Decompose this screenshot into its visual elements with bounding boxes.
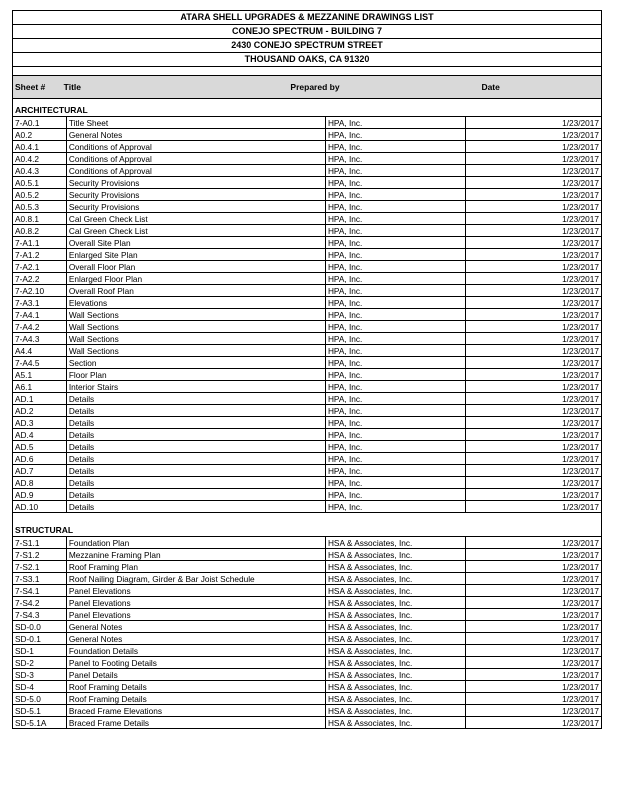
cell-prepared-by: HPA, Inc. — [327, 274, 363, 284]
table-row — [12, 477, 602, 489]
cell-prepared-by: HPA, Inc. — [327, 418, 363, 428]
cell-sheet-number: 7-S1.2 — [13, 549, 67, 560]
cell-sheet-number: SD-3 — [13, 669, 67, 680]
cell-sheet-number: A4.4 — [13, 345, 67, 356]
cell-sheet-number: SD-0.1 — [13, 633, 67, 644]
cell-title: Details — [67, 477, 326, 488]
cell-title: General Notes — [67, 129, 326, 140]
project-name: CONEJO SPECTRUM - BUILDING 7 — [12, 24, 602, 38]
cell-date: 1/23/2017 — [465, 477, 601, 488]
cell-prepared-by: HSA & Associates, Inc. — [327, 670, 413, 680]
table-row — [12, 669, 602, 681]
cell-prepared-by: HSA & Associates, Inc. — [327, 682, 413, 692]
cell-prepared-by: HPA, Inc. — [327, 430, 363, 440]
cell-sheet-number: 7-A4.1 — [13, 309, 67, 320]
cell-sheet-number: 7-A0.1 — [13, 117, 67, 128]
table-row — [12, 261, 602, 273]
table-row — [12, 621, 602, 633]
cell-sheet-number: 7-A4.5 — [13, 357, 67, 368]
table-row — [12, 249, 602, 261]
cell-date: 1/23/2017 — [465, 117, 601, 128]
cell-date: 1/23/2017 — [465, 381, 601, 392]
cell-date: 1/23/2017 — [465, 537, 601, 548]
table-row — [12, 153, 602, 165]
cell-date: 1/23/2017 — [465, 453, 601, 464]
cell-sheet-number: 7-S4.2 — [13, 597, 67, 608]
cell-sheet-number: AD.8 — [13, 477, 67, 488]
cell-date: 1/23/2017 — [465, 609, 601, 620]
cell-prepared-by: HSA & Associates, Inc. — [327, 574, 413, 584]
cell-date: 1/23/2017 — [465, 597, 601, 608]
table-row — [12, 441, 602, 453]
cell-sheet-number: 7-A4.3 — [13, 333, 67, 344]
cell-prepared-by: HSA & Associates, Inc. — [327, 598, 413, 608]
cell-title: Details — [67, 453, 326, 464]
cell-date: 1/23/2017 — [465, 429, 601, 440]
cell-prepared-by: HPA, Inc. — [327, 118, 363, 128]
cell-prepared-by: HPA, Inc. — [327, 226, 363, 236]
cell-date: 1/23/2017 — [465, 237, 601, 248]
table-row — [12, 177, 602, 189]
cell-prepared-by: HPA, Inc. — [327, 262, 363, 272]
table-row — [12, 549, 602, 561]
cell-sheet-number: A6.1 — [13, 381, 67, 392]
cell-title: Panel Elevations — [67, 585, 326, 596]
cell-title: Details — [67, 441, 326, 452]
cell-sheet-number: 7-A2.2 — [13, 273, 67, 284]
cell-prepared-by: HPA, Inc. — [327, 166, 363, 176]
cell-title: Panel Elevations — [67, 597, 326, 608]
cell-title: Details — [67, 489, 326, 500]
cell-prepared-by: HSA & Associates, Inc. — [327, 562, 413, 572]
table-row — [12, 309, 602, 321]
cell-title: Foundation Details — [67, 645, 326, 656]
cell-prepared-by: HPA, Inc. — [327, 286, 363, 296]
cell-prepared-by: HPA, Inc. — [327, 454, 363, 464]
cell-prepared-by: HPA, Inc. — [327, 382, 363, 392]
cell-sheet-number: A0.4.2 — [13, 153, 67, 164]
cell-sheet-number: 7-S4.3 — [13, 609, 67, 620]
cell-date: 1/23/2017 — [465, 717, 601, 728]
cell-prepared-by: HPA, Inc. — [327, 190, 363, 200]
cell-date: 1/23/2017 — [465, 489, 601, 500]
cell-title: Braced Frame Details — [67, 717, 326, 728]
cell-date: 1/23/2017 — [465, 681, 601, 692]
document-title: ATARA SHELL UPGRADES & MEZZANINE DRAWINGS LIST — [12, 10, 602, 24]
table-row — [12, 285, 602, 297]
cell-sheet-number: 7-A1.1 — [13, 237, 67, 248]
cell-title: Conditions of Approval — [67, 153, 326, 164]
cell-title: Wall Sections — [67, 321, 326, 332]
table-row — [12, 381, 602, 393]
cell-title: Wall Sections — [67, 333, 326, 344]
cell-title: Title Sheet — [67, 117, 326, 128]
cell-date: 1/23/2017 — [465, 357, 601, 368]
table-row — [12, 465, 602, 477]
cell-date: 1/23/2017 — [465, 669, 601, 680]
table-row — [12, 357, 602, 369]
cell-date: 1/23/2017 — [465, 405, 601, 416]
cell-sheet-number: SD-5.0 — [13, 693, 67, 704]
cell-sheet-number: SD-4 — [13, 681, 67, 692]
cell-title: Security Provisions — [67, 189, 326, 200]
column-header-sheet: Sheet # — [15, 82, 46, 92]
cell-prepared-by: HPA, Inc. — [327, 142, 363, 152]
cell-prepared-by: HPA, Inc. — [327, 490, 363, 500]
cell-date: 1/23/2017 — [465, 201, 601, 212]
table-row — [12, 501, 602, 513]
column-header-date: Date — [481, 82, 500, 92]
table-row — [12, 129, 602, 141]
cell-title: Details — [67, 501, 326, 512]
cell-prepared-by: HSA & Associates, Inc. — [327, 706, 413, 716]
table-row — [12, 201, 602, 213]
cell-prepared-by: HPA, Inc. — [327, 346, 363, 356]
table-row — [12, 561, 602, 573]
cell-date: 1/23/2017 — [465, 585, 601, 596]
cell-date: 1/23/2017 — [465, 345, 601, 356]
cell-title: Overall Roof Plan — [67, 285, 326, 296]
table-row — [12, 141, 602, 153]
cell-prepared-by: HPA, Inc. — [327, 178, 363, 188]
table-row — [12, 321, 602, 333]
cell-title: Roof Framing Plan — [67, 561, 326, 572]
cell-date: 1/23/2017 — [465, 261, 601, 272]
cell-prepared-by: HSA & Associates, Inc. — [327, 550, 413, 560]
cell-prepared-by: HPA, Inc. — [327, 214, 363, 224]
drawings-list-sheet — [12, 10, 602, 729]
table-row — [12, 333, 602, 345]
cell-date: 1/23/2017 — [465, 333, 601, 344]
cell-title: Wall Sections — [67, 345, 326, 356]
table-row — [12, 225, 602, 237]
project-city: THOUSAND OAKS, CA 91320 — [12, 52, 602, 67]
cell-sheet-number: A0.5.2 — [13, 189, 67, 200]
cell-prepared-by: HPA, Inc. — [327, 478, 363, 488]
cell-sheet-number: A0.8.2 — [13, 225, 67, 236]
cell-title: Elevations — [67, 297, 326, 308]
cell-date: 1/23/2017 — [465, 573, 601, 584]
cell-prepared-by: HPA, Inc. — [327, 310, 363, 320]
cell-title: General Notes — [67, 633, 326, 644]
column-header-prepared-by: Prepared by — [290, 82, 340, 92]
cell-prepared-by: HPA, Inc. — [327, 442, 363, 452]
cell-prepared-by: HPA, Inc. — [327, 238, 363, 248]
cell-sheet-number: 7-A2.1 — [13, 261, 67, 272]
section-header: STRUCTURAL — [12, 525, 602, 537]
cell-date: 1/23/2017 — [465, 393, 601, 404]
cell-date: 1/23/2017 — [465, 297, 601, 308]
cell-title: Conditions of Approval — [67, 165, 326, 176]
cell-sheet-number: SD-1 — [13, 645, 67, 656]
cell-sheet-number: 7-A3.1 — [13, 297, 67, 308]
cell-prepared-by: HSA & Associates, Inc. — [327, 622, 413, 632]
cell-prepared-by: HSA & Associates, Inc. — [327, 538, 413, 548]
cell-date: 1/23/2017 — [465, 369, 601, 380]
cell-date: 1/23/2017 — [465, 645, 601, 656]
cell-title: Details — [67, 429, 326, 440]
table-row — [12, 393, 602, 405]
table-row — [12, 165, 602, 177]
cell-title: Overall Floor Plan — [67, 261, 326, 272]
section-header: ARCHITECTURAL — [12, 105, 602, 117]
column-header-title: Title — [63, 82, 81, 92]
table-row — [12, 237, 602, 249]
cell-prepared-by: HPA, Inc. — [327, 130, 363, 140]
cell-prepared-by: HPA, Inc. — [327, 202, 363, 212]
cell-sheet-number: SD-5.1 — [13, 705, 67, 716]
table-row — [12, 645, 602, 657]
section-gap — [12, 513, 602, 525]
cell-sheet-number: SD-0.0 — [13, 621, 67, 632]
cell-date: 1/23/2017 — [465, 249, 601, 260]
cell-prepared-by: HPA, Inc. — [327, 406, 363, 416]
table-row — [12, 681, 602, 693]
cell-prepared-by: HSA & Associates, Inc. — [327, 646, 413, 656]
cell-title: Panel Elevations — [67, 609, 326, 620]
cell-sheet-number: 7-S2.1 — [13, 561, 67, 572]
cell-sheet-number: 7-S1.1 — [13, 537, 67, 548]
cell-prepared-by: HSA & Associates, Inc. — [327, 634, 413, 644]
cell-date: 1/23/2017 — [465, 657, 601, 668]
cell-prepared-by: HSA & Associates, Inc. — [327, 586, 413, 596]
cell-sheet-number: A0.5.3 — [13, 201, 67, 212]
table-row — [12, 717, 602, 729]
cell-prepared-by: HSA & Associates, Inc. — [327, 718, 413, 728]
cell-date: 1/23/2017 — [465, 501, 601, 512]
cell-title: Details — [67, 465, 326, 476]
cell-title: Cal Green Check List — [67, 225, 326, 236]
cell-date: 1/23/2017 — [465, 141, 601, 152]
cell-sheet-number: AD.10 — [13, 501, 67, 512]
cell-title: Mezzanine Framing Plan — [67, 549, 326, 560]
table-row — [12, 597, 602, 609]
cell-sheet-number: SD-5.1A — [13, 717, 67, 728]
cell-sheet-number: A5.1 — [13, 369, 67, 380]
table-row — [12, 417, 602, 429]
column-header-row — [12, 75, 602, 99]
cell-date: 1/23/2017 — [465, 465, 601, 476]
cell-prepared-by: HPA, Inc. — [327, 358, 363, 368]
cell-sheet-number: 7-S4.1 — [13, 585, 67, 596]
cell-prepared-by: HPA, Inc. — [327, 466, 363, 476]
cell-sheet-number: AD.1 — [13, 393, 67, 404]
cell-sheet-number: 7-A1.2 — [13, 249, 67, 260]
cell-sheet-number: AD.7 — [13, 465, 67, 476]
cell-title: Details — [67, 417, 326, 428]
cell-sheet-number: SD-2 — [13, 657, 67, 668]
cell-sheet-number: A0.4.1 — [13, 141, 67, 152]
header-gap — [12, 67, 602, 75]
cell-title: Conditions of Approval — [67, 141, 326, 152]
cell-date: 1/23/2017 — [465, 165, 601, 176]
cell-date: 1/23/2017 — [465, 177, 601, 188]
cell-sheet-number: AD.4 — [13, 429, 67, 440]
table-row — [12, 453, 602, 465]
table-row — [12, 585, 602, 597]
cell-sheet-number: 7-A4.2 — [13, 321, 67, 332]
table-row — [12, 609, 602, 621]
cell-title: Details — [67, 405, 326, 416]
cell-title: Overall Site Plan — [67, 237, 326, 248]
cell-sheet-number: A0.2 — [13, 129, 67, 140]
cell-title: Details — [67, 393, 326, 404]
cell-prepared-by: HPA, Inc. — [327, 370, 363, 380]
cell-prepared-by: HPA, Inc. — [327, 250, 363, 260]
cell-title: Foundation Plan — [67, 537, 326, 548]
cell-date: 1/23/2017 — [465, 549, 601, 560]
cell-date: 1/23/2017 — [465, 225, 601, 236]
cell-date: 1/23/2017 — [465, 309, 601, 320]
cell-sheet-number: A0.8.1 — [13, 213, 67, 224]
cell-title: Security Provisions — [67, 177, 326, 188]
cell-date: 1/23/2017 — [465, 189, 601, 200]
cell-title: Roof Framing Details — [67, 693, 326, 704]
cell-sheet-number: 7-S3.1 — [13, 573, 67, 584]
cell-date: 1/23/2017 — [465, 285, 601, 296]
cell-sheet-number: A0.5.1 — [13, 177, 67, 188]
cell-date: 1/23/2017 — [465, 621, 601, 632]
cell-title: Braced Frame Elevations — [67, 705, 326, 716]
cell-sheet-number: AD.2 — [13, 405, 67, 416]
cell-sheet-number: A0.4.3 — [13, 165, 67, 176]
cell-prepared-by: HSA & Associates, Inc. — [327, 658, 413, 668]
cell-date: 1/23/2017 — [465, 321, 601, 332]
table-row — [12, 633, 602, 645]
cell-title: General Notes — [67, 621, 326, 632]
table-row — [12, 345, 602, 357]
drawings-table-body — [12, 99, 602, 729]
cell-title: Panel Details — [67, 669, 326, 680]
cell-title: Enlarged Site Plan — [67, 249, 326, 260]
table-row — [12, 189, 602, 201]
table-row — [12, 273, 602, 285]
cell-date: 1/23/2017 — [465, 273, 601, 284]
project-street: 2430 CONEJO SPECTRUM STREET — [12, 38, 602, 52]
cell-date: 1/23/2017 — [465, 693, 601, 704]
cell-title: Enlarged Floor Plan — [67, 273, 326, 284]
cell-date: 1/23/2017 — [465, 417, 601, 428]
cell-prepared-by: HPA, Inc. — [327, 322, 363, 332]
cell-prepared-by: HPA, Inc. — [327, 502, 363, 512]
cell-date: 1/23/2017 — [465, 705, 601, 716]
table-row — [12, 573, 602, 585]
cell-prepared-by: HPA, Inc. — [327, 154, 363, 164]
table-row — [12, 405, 602, 417]
cell-date: 1/23/2017 — [465, 441, 601, 452]
table-row — [12, 213, 602, 225]
cell-prepared-by: HSA & Associates, Inc. — [327, 694, 413, 704]
cell-date: 1/23/2017 — [465, 213, 601, 224]
cell-title: Cal Green Check List — [67, 213, 326, 224]
cell-sheet-number: 7-A2.10 — [13, 285, 67, 296]
cell-date: 1/23/2017 — [465, 153, 601, 164]
cell-title: Roof Nailing Diagram, Girder & Bar Joist Schedule — [67, 573, 326, 584]
cell-title: Roof Framing Details — [67, 681, 326, 692]
cell-sheet-number: AD.9 — [13, 489, 67, 500]
cell-prepared-by: HPA, Inc. — [327, 298, 363, 308]
cell-title: Section — [67, 357, 326, 368]
cell-prepared-by: HPA, Inc. — [327, 394, 363, 404]
cell-sheet-number: AD.6 — [13, 453, 67, 464]
cell-date: 1/23/2017 — [465, 633, 601, 644]
table-row — [12, 693, 602, 705]
cell-prepared-by: HPA, Inc. — [327, 334, 363, 344]
cell-date: 1/23/2017 — [465, 129, 601, 140]
table-row — [12, 705, 602, 717]
table-row — [12, 537, 602, 549]
cell-title: Panel to Footing Details — [67, 657, 326, 668]
table-row — [12, 489, 602, 501]
table-row — [12, 297, 602, 309]
table-row — [12, 657, 602, 669]
cell-title: Interior Stairs — [67, 381, 326, 392]
cell-title: Floor Plan — [67, 369, 326, 380]
cell-sheet-number: AD.3 — [13, 417, 67, 428]
cell-title: Wall Sections — [67, 309, 326, 320]
cell-date: 1/23/2017 — [465, 561, 601, 572]
table-row — [12, 117, 602, 129]
cell-prepared-by: HSA & Associates, Inc. — [327, 610, 413, 620]
cell-title: Security Provisions — [67, 201, 326, 212]
table-row — [12, 369, 602, 381]
cell-sheet-number: AD.5 — [13, 441, 67, 452]
table-row — [12, 429, 602, 441]
